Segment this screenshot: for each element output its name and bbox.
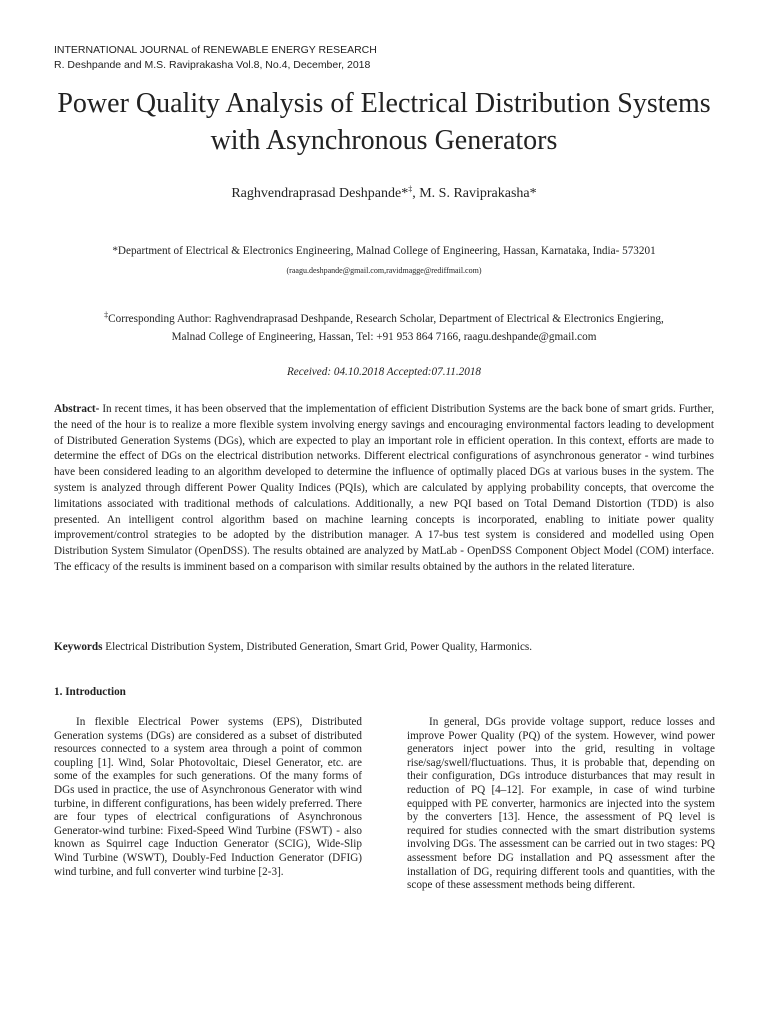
author-emails: (raagu.deshpande@gmail.com,ravidmagge@rediffmail.com) bbox=[286, 266, 482, 275]
column-right bbox=[407, 716, 715, 893]
corresponding-line-2: Malnad College of Engineering, Hassan, Tel: +91 953 864 7166, raagu.deshpande@gmail.com bbox=[171, 331, 597, 343]
corresponding-mark: ‡ bbox=[104, 310, 109, 320]
author-1: Raghvendraprasad Deshpande* bbox=[231, 186, 409, 201]
corresponding-mark: ‡ bbox=[408, 184, 413, 194]
corresponding-line-1: Corresponding Author: Raghvendraprasad Deshpande, Research Scholar, Department of Electrical & Electronics Engiering, bbox=[108, 313, 664, 325]
abstract-label: Abstract- bbox=[54, 403, 100, 415]
section-heading: 1. Introduction bbox=[54, 686, 126, 698]
paper-title: Power Quality Analysis of Electrical Distribution Systems with Asynchronous Generators bbox=[57, 88, 711, 156]
author-separator: , bbox=[412, 186, 420, 201]
journal-name: INTERNATIONAL JOURNAL of RENEWABLE ENERGY RESEARCH bbox=[54, 44, 377, 56]
keywords-label: Keywords bbox=[54, 641, 103, 653]
corresponding-author bbox=[40, 310, 728, 346]
column-left bbox=[54, 716, 362, 879]
affiliation: *Department of Electrical & Electronics Engineering, Malnad College of Engineering, Hassan, Karnataka, India- 573201 bbox=[112, 245, 656, 257]
paragraph: In general, DGs provide voltage support, reduce losses and improve Power Quality (PQ) of the system. However, wind power generators inject power into the grid, resulting in voltage rise/sag/swell/fluctuations. Thus, it is probable that, depending on their configuration, DGs introduce disturbances that may result in reduction of PQ [4–12]. For example, in case of wind turbine equipped with PE converter, harmonics are injected into the system by the converters [13]. Hence, the assessment of PQ level is required for studies connected with the smart distribution systems involving DGs. The assessment can be carried out in two stages: PQ assessment before DG installation and PQ assessment after the installation of DG, requiring different tools and quantities, with the scope of these assessment methods being different. bbox=[407, 716, 715, 892]
journal-header bbox=[54, 43, 714, 73]
abstract-text: In recent times, it has been observed that the implementation of efficient Distribution Systems are the back bone of smart grids. Further, the need of the hour is to realize a more flexible system involving energy savings and encouraging environmental factors leading to development of Distributed Generation Systems (DGs), which are expected to play an important role in efficient operation. In this context, efforts are made to determine the effect of DGs on the electrical distribution networks. Different electrical configurations of asynchronous generator - wind turbines have been considered leading to an algorithm developed to determine the influence of optimally placed DGs at various buses in the system. The system is analyzed through different Power Quality Indices (PQIs), which are calculated by applying probability concepts, that overcome the limitations associated with traditional methods of calculations. Additionally, a new PQI based on Total Demand Distortion (TDD) is also presented. An intelligent control algorithm based on machine learning concepts is incorporated, enabling to initiate power quality improvement/control strategies to be adopted by the distribution manager. A 17-bus test system is considered and modelled using Open Distribution System Simulator (OpenDSS). The results obtained are analyzed by MatLab - OpenDSS Component Object Model (COM) interface. The efficacy of the results is imminent based on a comparison with similar results obtained by the authors in the related literature. bbox=[54, 403, 714, 573]
keywords bbox=[54, 641, 714, 653]
abstract bbox=[54, 402, 714, 576]
citation-line: R. Deshpande and M.S. Raviprakasha Vol.8, No.4, December, 2018 bbox=[54, 59, 371, 71]
authors-line bbox=[0, 186, 768, 202]
paragraph: In flexible Electrical Power systems (EPS), Distributed Generation systems (DGs) are considered as a subset of distributed resources connected to a system area through a point of common coupling [1]. Wind, Solar Photovoltaic, Diesel Generator, etc. are some of the examples for such generations. Of the many forms of DGs used in practice, the use of Asynchronous Generator with wind turbine, in different configurations, has been widely preferred. There are four types of electrical configurations of Asynchronous Generator-wind turbine: Fixed-Speed Wind Turbine (FSWT) - also known as Squirrel cage Induction Generator (SCIG), Wide-Slip Wind Turbine (WSWT), Doubly-Fed Induction Generator (DFIG) wind turbine, and full converter wind turbine [2-3]. bbox=[54, 716, 362, 878]
author-2: M. S. Raviprakasha* bbox=[419, 186, 537, 201]
keywords-text: Electrical Distribution System, Distributed Generation, Smart Grid, Power Quality, Harmonics. bbox=[102, 641, 533, 653]
received-dates: Received: 04.10.2018 Accepted:07.11.2018 bbox=[286, 366, 482, 378]
